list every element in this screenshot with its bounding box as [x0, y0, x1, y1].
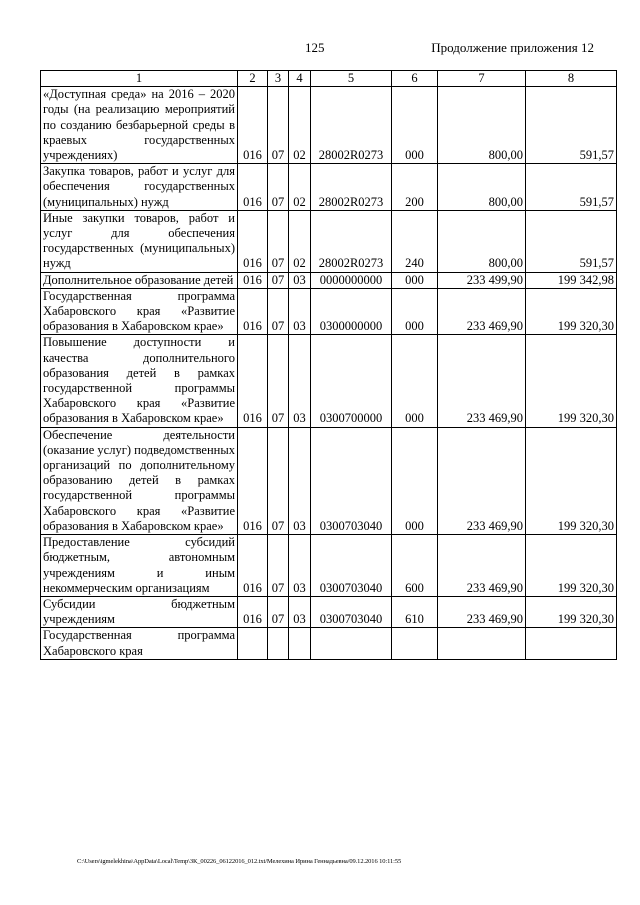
ministry-code: 016 — [238, 596, 268, 627]
table-row — [41, 535, 617, 597]
ministry-code: 016 — [238, 535, 268, 597]
ministry-code: 016 — [238, 87, 268, 164]
planned-amount: 233 469,90 — [438, 596, 526, 627]
section-code — [268, 628, 289, 659]
ministry-code — [238, 628, 268, 659]
column-header: 4 — [289, 71, 311, 87]
target-article-code: 0300700000 — [311, 335, 392, 427]
actual-amount: 199 320,30 — [526, 596, 617, 627]
item-name: Субсидии бюджетным учреждениям — [41, 596, 238, 627]
expense-type-code: 000 — [392, 87, 438, 164]
section-code: 07 — [268, 272, 289, 288]
section-code: 07 — [268, 335, 289, 427]
item-name: Закупка товаров, работ и услуг для обеспечения государственных (муниципальных) нужд — [41, 164, 238, 211]
section-code: 07 — [268, 288, 289, 335]
ministry-code: 016 — [238, 210, 268, 272]
planned-amount: 233 469,90 — [438, 535, 526, 597]
item-name: Дополнительное образование детей — [41, 272, 238, 288]
ministry-code: 016 — [238, 164, 268, 211]
table-row — [41, 427, 617, 534]
planned-amount: 233 499,90 — [438, 272, 526, 288]
subsection-code: 03 — [289, 535, 311, 597]
table-row — [41, 628, 617, 659]
section-code: 07 — [268, 535, 289, 597]
item-name: Обеспечение деятельности (оказание услуг) подведомственных организаций по дополнительному образованию детей в рамках государственной программы Хабаровского края «Развитие образования в Хабаровском крае» — [41, 427, 238, 534]
section-code: 07 — [268, 596, 289, 627]
target-article-code: 28002R0273 — [311, 164, 392, 211]
planned-amount: 800,00 — [438, 87, 526, 164]
subsection-code: 03 — [289, 335, 311, 427]
table-header-row — [41, 71, 617, 87]
target-article-code: 0300703040 — [311, 427, 392, 534]
table-row — [41, 210, 617, 272]
actual-amount — [526, 628, 617, 659]
item-name: Повышение доступности и качества дополнительного образования детей в рамках государственной программы Хабаровского края «Развитие образования в Хабаровском крае» — [41, 335, 238, 427]
actual-amount: 199 320,30 — [526, 535, 617, 597]
item-name: Иные закупки товаров, работ и услуг для обеспечения государственных (муниципальных) нужд — [41, 210, 238, 272]
item-name: Предоставление субсидий бюджетным, автономным учреждениям и иным некоммерческим организациям — [41, 535, 238, 597]
section-code: 07 — [268, 210, 289, 272]
subsection-code: 03 — [289, 596, 311, 627]
column-header: 3 — [268, 71, 289, 87]
actual-amount: 591,57 — [526, 87, 617, 164]
table-row — [41, 272, 617, 288]
target-article-code: 28002R0273 — [311, 87, 392, 164]
subsection-code: 02 — [289, 210, 311, 272]
target-article-code: 0300703040 — [311, 535, 392, 597]
section-code: 07 — [268, 87, 289, 164]
planned-amount: 233 469,90 — [438, 288, 526, 335]
subsection-code: 02 — [289, 164, 311, 211]
column-header: 2 — [238, 71, 268, 87]
subsection-code: 03 — [289, 427, 311, 534]
column-header: 8 — [526, 71, 617, 87]
table-row — [41, 164, 617, 211]
actual-amount: 591,57 — [526, 164, 617, 211]
planned-amount: 800,00 — [438, 164, 526, 211]
actual-amount: 199 320,30 — [526, 335, 617, 427]
appendix-continuation-label: Продолжение приложения 12 — [431, 40, 594, 55]
column-header: 1 — [41, 71, 238, 87]
subsection-code: 03 — [289, 272, 311, 288]
expense-type-code: 000 — [392, 272, 438, 288]
budget-table — [40, 70, 617, 660]
expense-type-code: 610 — [392, 596, 438, 627]
actual-amount: 199 342,98 — [526, 272, 617, 288]
actual-amount: 199 320,30 — [526, 427, 617, 534]
subsection-code — [289, 628, 311, 659]
expense-type-code: 200 — [392, 164, 438, 211]
table-row — [41, 87, 617, 164]
target-article-code: 0300000000 — [311, 288, 392, 335]
ministry-code: 016 — [238, 427, 268, 534]
expense-type-code: 000 — [392, 427, 438, 534]
item-name: Государственная программа Хабаровского края — [41, 628, 238, 659]
target-article-code: 28002R0273 — [311, 210, 392, 272]
section-code: 07 — [268, 164, 289, 211]
expense-type-code — [392, 628, 438, 659]
target-article-code: 0300703040 — [311, 596, 392, 627]
table-row — [41, 288, 617, 335]
actual-amount: 591,57 — [526, 210, 617, 272]
section-code: 07 — [268, 427, 289, 534]
column-header: 6 — [392, 71, 438, 87]
target-article-code — [311, 628, 392, 659]
ministry-code: 016 — [238, 335, 268, 427]
ministry-code: 016 — [238, 288, 268, 335]
ministry-code: 016 — [238, 272, 268, 288]
subsection-code: 03 — [289, 288, 311, 335]
column-header: 5 — [311, 71, 392, 87]
table-row — [41, 596, 617, 627]
item-name: «Доступная среда» на 2016 – 2020 годы (на реализацию мероприятий по созданию безбарьерной среды в краевых государственных учреждениях) — [41, 87, 238, 164]
target-article-code: 0000000000 — [311, 272, 392, 288]
subsection-code: 02 — [289, 87, 311, 164]
planned-amount — [438, 628, 526, 659]
expense-type-code: 000 — [392, 288, 438, 335]
item-name: Государственная программа Хабаровского края «Развитие образования в Хабаровском крае» — [41, 288, 238, 335]
column-header: 7 — [438, 71, 526, 87]
expense-type-code: 600 — [392, 535, 438, 597]
page-number: 125 — [305, 40, 325, 55]
table-row — [41, 335, 617, 427]
planned-amount: 800,00 — [438, 210, 526, 272]
planned-amount: 233 469,90 — [438, 427, 526, 534]
actual-amount: 199 320,30 — [526, 288, 617, 335]
file-path-footer: C:\Users\igmelekhina\AppData\Local\Temp\ЗК_00226_06122016_012.txt/Мелехина Ирина Геннадьевна/09.12.2016 10:11:55 — [77, 858, 402, 865]
planned-amount: 233 469,90 — [438, 335, 526, 427]
expense-type-code: 000 — [392, 335, 438, 427]
expense-type-code: 240 — [392, 210, 438, 272]
